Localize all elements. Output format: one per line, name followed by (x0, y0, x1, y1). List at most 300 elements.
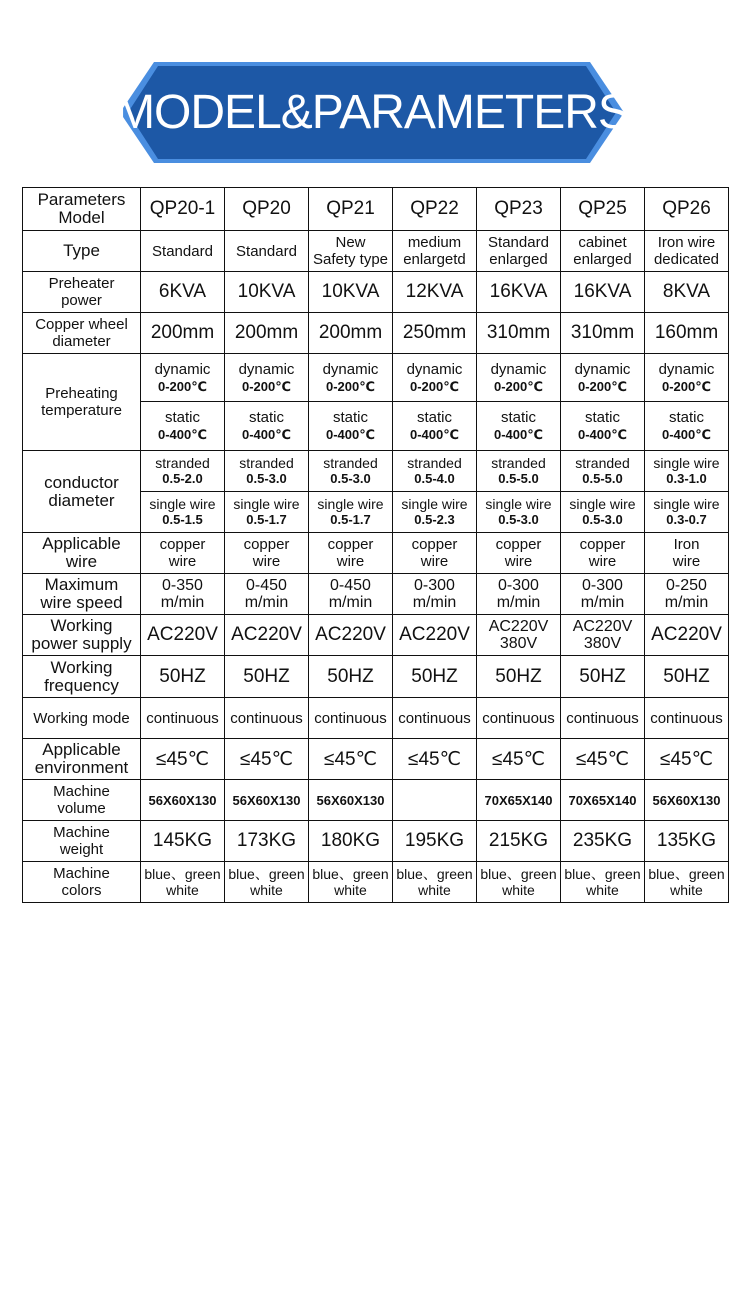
row-preheater-power (23, 272, 729, 313)
wire-cell (645, 533, 729, 574)
cell-line-primary: Iron wire (657, 234, 716, 251)
cell-line-secondary: 0-200℃ (494, 378, 543, 394)
supply-cell (309, 615, 393, 656)
type-cell (561, 231, 645, 272)
cell-line-secondary: 0-400℃ (578, 427, 627, 442)
cell-line-primary: 50HZ (579, 665, 626, 687)
cell-line-primary: Copper wheel (35, 316, 128, 333)
cell-line-secondary: 0.5-3.0 (498, 512, 539, 527)
power-cell (309, 272, 393, 313)
wire-cell (141, 533, 225, 574)
cell-line-primary: blue、green (312, 866, 389, 882)
cell-line-primary: dynamic (238, 360, 295, 378)
cell-line-primary: ≤45℃ (408, 748, 461, 770)
cell-line-primary: 145KG (152, 830, 213, 851)
cell-line-primary: static (248, 409, 284, 426)
cell-line-primary: medium (407, 234, 462, 251)
cell-line-secondary: wire (168, 553, 197, 570)
temp-static-cell (645, 402, 729, 451)
row-label-colors (23, 862, 141, 903)
cell-line-primary: Type (63, 241, 100, 260)
cell-line-primary: 70X65X140 (568, 792, 637, 808)
power-cell (225, 272, 309, 313)
conductor-cell (645, 451, 729, 492)
row-conductor-1 (23, 451, 729, 492)
cell-line-secondary: 380V (583, 635, 622, 652)
model-name (309, 188, 393, 231)
cell-line-secondary: 0-200℃ (158, 378, 207, 394)
cell-line-secondary: temperature (41, 402, 122, 419)
temp-dynamic-cell (225, 354, 309, 402)
row-label-max-speed (23, 574, 141, 615)
power-cell (645, 272, 729, 313)
volume-cell (561, 780, 645, 821)
wheel-cell (225, 313, 309, 354)
mode-cell (477, 698, 561, 739)
cell-line-primary: 0-250 (666, 577, 707, 594)
cell-line-primary: dynamic (154, 360, 211, 378)
power-cell (561, 272, 645, 313)
cell-line-primary: blue、green (564, 866, 641, 882)
frequency-cell (393, 656, 477, 698)
cell-line-primary: Parameters (37, 190, 126, 209)
cell-line-secondary: 0-400℃ (662, 427, 711, 442)
environment-cell (477, 739, 561, 780)
cell-line-primary: static (332, 409, 368, 426)
cell-line-primary: 56X60X130 (652, 792, 721, 808)
model-name (561, 188, 645, 231)
type-cell (309, 231, 393, 272)
type-cell (225, 231, 309, 272)
cell-line-secondary: 0.5-1.7 (246, 512, 287, 527)
cell-line-primary: blue、green (480, 866, 557, 882)
row-label-copper-wheel (23, 313, 141, 354)
cell-line-primary: AC220V (651, 624, 722, 645)
cell-line-primary: 200mm (234, 322, 299, 343)
header-label (23, 188, 141, 231)
colors-cell (393, 862, 477, 903)
cell-line-secondary: colors (61, 882, 102, 899)
cell-line-secondary: m/min (244, 594, 289, 611)
cell-line-secondary: 0.5-2.3 (414, 512, 455, 527)
cell-line-primary: 16KVA (489, 281, 548, 302)
row-label-type (23, 231, 141, 272)
speed-cell (393, 574, 477, 615)
cell-line-secondary: 0.5-3.0 (582, 512, 623, 527)
cell-line-primary: continuous (230, 709, 303, 727)
row-label-volume (23, 780, 141, 821)
cell-line-primary: 250mm (402, 322, 467, 343)
cell-line-primary: single wire (149, 496, 216, 512)
title-banner (115, 62, 629, 163)
cell-line-primary: continuous (314, 709, 387, 727)
wire-cell (393, 533, 477, 574)
cell-line-primary: blue、green (228, 866, 305, 882)
model-name (645, 188, 729, 231)
cell-line-primary: dynamic (322, 360, 379, 378)
cell-line-secondary: 380V (499, 635, 538, 652)
row-max-speed (23, 574, 729, 615)
cell-line-primary: Working (50, 616, 113, 635)
colors-cell (309, 862, 393, 903)
cell-line-secondary: environment (34, 758, 129, 777)
cell-line-primary: copper (411, 536, 458, 553)
cell-line-secondary: enlarged (573, 251, 632, 268)
cell-line-secondary: wire (588, 553, 617, 570)
row-label-power-supply (23, 615, 141, 656)
cell-line-primary: blue、green (396, 866, 473, 882)
power-cell (393, 272, 477, 313)
cell-line-secondary: wire (672, 553, 701, 570)
mode-cell (393, 698, 477, 739)
cell-line-secondary: 0.5-3.0 (330, 471, 371, 486)
conductor-cell (477, 451, 561, 492)
row-label-weight (23, 821, 141, 862)
temp-dynamic-cell (393, 354, 477, 402)
model-name (477, 188, 561, 231)
cell-line-primary: 50HZ (159, 665, 206, 687)
frequency-cell (141, 656, 225, 698)
cell-line-secondary: m/min (160, 594, 205, 611)
cell-line-primary: continuous (566, 709, 639, 727)
conductor-cell (309, 451, 393, 492)
cell-line-primary: 310mm (570, 322, 635, 343)
cell-line-primary: continuous (146, 709, 219, 727)
cell-line-primary: ≤45℃ (156, 748, 209, 770)
cell-line-secondary: weight (59, 841, 104, 858)
volume-cell (477, 780, 561, 821)
cell-line-primary: stranded (575, 455, 630, 471)
cell-line-secondary: 0.5-2.0 (162, 471, 203, 486)
environment-cell (141, 739, 225, 780)
conductor-cell (225, 451, 309, 492)
conductor-cell (561, 451, 645, 492)
wheel-cell (141, 313, 225, 354)
cell-line-primary: 200mm (318, 322, 383, 343)
conductor-cell (141, 451, 225, 492)
cell-line-primary: continuous (482, 709, 555, 727)
mode-cell (309, 698, 393, 739)
cell-line-secondary: white (166, 882, 199, 898)
cell-line-secondary: 0.5-5.0 (498, 471, 539, 486)
cell-line-secondary: enlarged (489, 251, 548, 268)
wheel-cell (309, 313, 393, 354)
frequency-cell (645, 656, 729, 698)
cell-line-primary: Applicable (42, 740, 121, 759)
cell-line-primary: continuous (398, 709, 471, 727)
row-colors (23, 862, 729, 903)
temp-static-cell (477, 402, 561, 451)
model-name (393, 188, 477, 231)
environment-cell (645, 739, 729, 780)
frequency-cell (561, 656, 645, 698)
conductor-cell (645, 492, 729, 533)
cell-line-primary: Applicable (42, 534, 121, 553)
weight-cell (561, 821, 645, 862)
cell-line-primary: conductor (44, 472, 119, 492)
cell-line-secondary: white (250, 882, 283, 898)
temp-dynamic-cell (561, 354, 645, 402)
cell-line-primary: Maximum (44, 575, 119, 594)
cell-line-primary: 135KG (656, 830, 717, 851)
wheel-cell (561, 313, 645, 354)
wheel-cell (645, 313, 729, 354)
cell-line-secondary: 0-200℃ (326, 378, 375, 394)
volume-cell (393, 780, 477, 821)
cell-line-secondary: white (334, 882, 367, 898)
cell-line-primary: copper (159, 536, 206, 553)
row-label-conductor (23, 451, 141, 533)
cell-line-primary: blue、green (648, 866, 725, 882)
cell-line-primary: single wire (401, 496, 468, 512)
temp-dynamic-cell (645, 354, 729, 402)
cell-line-secondary: 0-400℃ (494, 427, 543, 442)
cell-line-secondary: wire (336, 553, 365, 570)
volume-cell (141, 780, 225, 821)
row-applicable-wire (23, 533, 729, 574)
conductor-cell (309, 492, 393, 533)
cell-line-primary: 50HZ (411, 665, 458, 687)
speed-cell (141, 574, 225, 615)
cell-line-secondary: 0.3-1.0 (666, 471, 707, 486)
frequency-cell (477, 656, 561, 698)
supply-cell (225, 615, 309, 656)
cell-line-secondary: wire speed (40, 593, 123, 612)
cell-line-primary: AC220V (572, 618, 633, 635)
cell-line-secondary: m/min (664, 594, 709, 611)
cell-line-primary: Working mode (33, 709, 130, 727)
conductor-cell (225, 492, 309, 533)
wire-cell (561, 533, 645, 574)
cell-line-primary: 50HZ (327, 665, 374, 687)
row-label-mode (23, 698, 141, 739)
cell-line-secondary: white (670, 882, 703, 898)
cell-line-primary: static (584, 409, 620, 426)
cell-line-primary: New (335, 234, 366, 251)
cell-line-primary: AC220V (231, 624, 302, 645)
cell-line-secondary: m/min (412, 594, 457, 611)
cell-line-primary: QP20-1 (149, 198, 216, 219)
cell-line-primary: single wire (653, 496, 720, 512)
cell-line-primary: 50HZ (243, 665, 290, 687)
wheel-cell (477, 313, 561, 354)
cell-line-secondary: wire (252, 553, 281, 570)
colors-cell (141, 862, 225, 903)
conductor-cell (561, 492, 645, 533)
row-mode (23, 698, 729, 739)
cell-line-primary: 0-300 (498, 577, 539, 594)
speed-cell (561, 574, 645, 615)
cell-line-primary: dynamic (574, 360, 631, 378)
row-preheat-dynamic (23, 354, 729, 402)
row-volume (23, 780, 729, 821)
cell-line-secondary: Safety type (312, 251, 389, 268)
environment-cell (309, 739, 393, 780)
supply-cell (477, 615, 561, 656)
row-label-environment (23, 739, 141, 780)
cell-line-secondary: white (502, 882, 535, 898)
cell-line-secondary: enlargetd (403, 251, 466, 268)
temp-static-cell (393, 402, 477, 451)
cell-line-primary: Machine (53, 783, 110, 800)
cell-line-primary: 200mm (150, 322, 215, 343)
cell-line-secondary: m/min (328, 594, 373, 611)
cell-line-secondary: wire (504, 553, 533, 570)
power-cell (141, 272, 225, 313)
cell-line-primary: stranded (323, 455, 378, 471)
cell-line-secondary: 0.5-3.0 (246, 471, 287, 486)
cell-line-secondary: power (61, 292, 102, 309)
cell-line-primary: single wire (233, 496, 300, 512)
cell-line-primary: cabinet (578, 234, 627, 251)
cell-line-primary: dynamic (406, 360, 463, 378)
cell-line-primary: 10KVA (237, 281, 296, 302)
row-frequency (23, 656, 729, 698)
cell-line-primary: static (500, 409, 536, 426)
cell-line-primary: QP22 (410, 198, 459, 219)
cell-line-primary: QP20 (242, 198, 291, 219)
cell-line-primary: 6KVA (158, 281, 207, 302)
cell-line-primary: 0-350 (162, 577, 203, 594)
cell-line-primary: QP21 (326, 198, 375, 219)
power-cell (477, 272, 561, 313)
cell-line-primary: 56X60X130 (316, 792, 385, 808)
temp-static-cell (309, 402, 393, 451)
cell-line-primary: Machine (53, 865, 110, 882)
cell-line-primary: Standard (152, 242, 213, 260)
cell-line-primary: single wire (317, 496, 384, 512)
cell-line-secondary: 0-200℃ (410, 378, 459, 394)
parameters-table (22, 187, 729, 903)
cell-line-primary: 195KG (404, 830, 465, 851)
weight-cell (645, 821, 729, 862)
cell-line-primary: static (416, 409, 452, 426)
frequency-cell (309, 656, 393, 698)
frequency-cell (225, 656, 309, 698)
cell-line-primary: continuous (650, 709, 723, 727)
cell-line-primary: AC220V (399, 624, 470, 645)
cell-line-secondary: 0.5-1.7 (330, 512, 371, 527)
type-cell (477, 231, 561, 272)
weight-cell (225, 821, 309, 862)
cell-line-primary: dynamic (490, 360, 547, 378)
mode-cell (561, 698, 645, 739)
cell-line-primary: 173KG (236, 830, 297, 851)
mode-cell (645, 698, 729, 739)
conductor-cell (393, 492, 477, 533)
cell-line-secondary: frequency (44, 675, 119, 695)
cell-line-secondary: m/min (580, 594, 625, 611)
cell-line-primary: AC220V (488, 618, 549, 635)
temp-static-cell (225, 402, 309, 451)
cell-line-primary: 0-300 (582, 577, 623, 594)
cell-line-primary: QP26 (662, 198, 711, 219)
cell-line-secondary: diameter (52, 333, 111, 350)
row-label-frequency (23, 656, 141, 698)
cell-line-secondary: volume (57, 800, 106, 817)
cell-line-secondary: 0-400℃ (326, 427, 375, 442)
volume-cell (309, 780, 393, 821)
cell-line-secondary: power supply (31, 634, 132, 653)
cell-line-primary: stranded (155, 455, 210, 471)
environment-cell (561, 739, 645, 780)
cell-line-secondary: dedicated (653, 251, 720, 268)
cell-line-secondary: 0-200℃ (578, 378, 627, 394)
temp-dynamic-cell (477, 354, 561, 402)
cell-line-primary: 0-300 (414, 577, 455, 594)
cell-line-secondary: m/min (496, 594, 541, 611)
cell-line-primary: stranded (239, 455, 294, 471)
wheel-cell (393, 313, 477, 354)
cell-line-secondary: wire (420, 553, 449, 570)
cell-line-primary: stranded (491, 455, 546, 471)
supply-cell (645, 615, 729, 656)
temp-static-cell (141, 402, 225, 451)
cell-line-primary: copper (327, 536, 374, 553)
cell-line-primary: 180KG (320, 830, 381, 851)
cell-line-primary: 215KG (488, 830, 549, 851)
model-name (141, 188, 225, 231)
cell-line-primary: Standard (236, 242, 297, 260)
type-cell (645, 231, 729, 272)
row-environment (23, 739, 729, 780)
cell-line-secondary: Model (58, 208, 105, 227)
cell-line-primary: single wire (569, 496, 636, 512)
environment-cell (393, 739, 477, 780)
cell-line-secondary: 0-400℃ (410, 427, 459, 442)
cell-line-primary: 56X60X130 (232, 792, 301, 808)
environment-cell (225, 739, 309, 780)
supply-cell (141, 615, 225, 656)
weight-cell (393, 821, 477, 862)
weight-cell (309, 821, 393, 862)
cell-line-primary: ≤45℃ (576, 748, 629, 770)
cell-line-primary: Iron (673, 536, 700, 553)
cell-line-primary: Standard (488, 234, 549, 251)
cell-line-primary: single wire (653, 455, 720, 471)
cell-line-primary: Machine (53, 824, 110, 841)
temp-dynamic-cell (309, 354, 393, 402)
cell-line-primary: ≤45℃ (492, 748, 545, 770)
cell-line-primary: 0-450 (246, 577, 287, 594)
cell-line-secondary: 0-200℃ (662, 378, 711, 394)
cell-line-secondary: 0.3-0.7 (666, 512, 707, 527)
volume-cell (225, 780, 309, 821)
cell-line-primary: 0-450 (330, 577, 371, 594)
row-power-supply (23, 615, 729, 656)
cell-line-secondary: 0-200℃ (242, 378, 291, 394)
colors-cell (645, 862, 729, 903)
cell-line-primary: static (668, 409, 704, 426)
cell-line-secondary: diameter (48, 490, 115, 510)
cell-line-primary: 70X65X140 (484, 792, 553, 808)
row-type (23, 231, 729, 272)
cell-line-primary: 50HZ (495, 665, 542, 687)
cell-line-primary: 50HZ (663, 665, 710, 687)
conductor-cell (393, 451, 477, 492)
cell-line-secondary: white (418, 882, 451, 898)
conductor-cell (477, 492, 561, 533)
cell-line-secondary: white (586, 882, 619, 898)
cell-line-primary: stranded (407, 455, 462, 471)
cell-line-primary: AC220V (147, 624, 218, 645)
cell-line-primary: copper (495, 536, 542, 553)
weight-cell (141, 821, 225, 862)
wire-cell (477, 533, 561, 574)
cell-line-primary: QP25 (578, 198, 627, 219)
cell-line-primary: 12KVA (405, 281, 464, 302)
wire-cell (309, 533, 393, 574)
